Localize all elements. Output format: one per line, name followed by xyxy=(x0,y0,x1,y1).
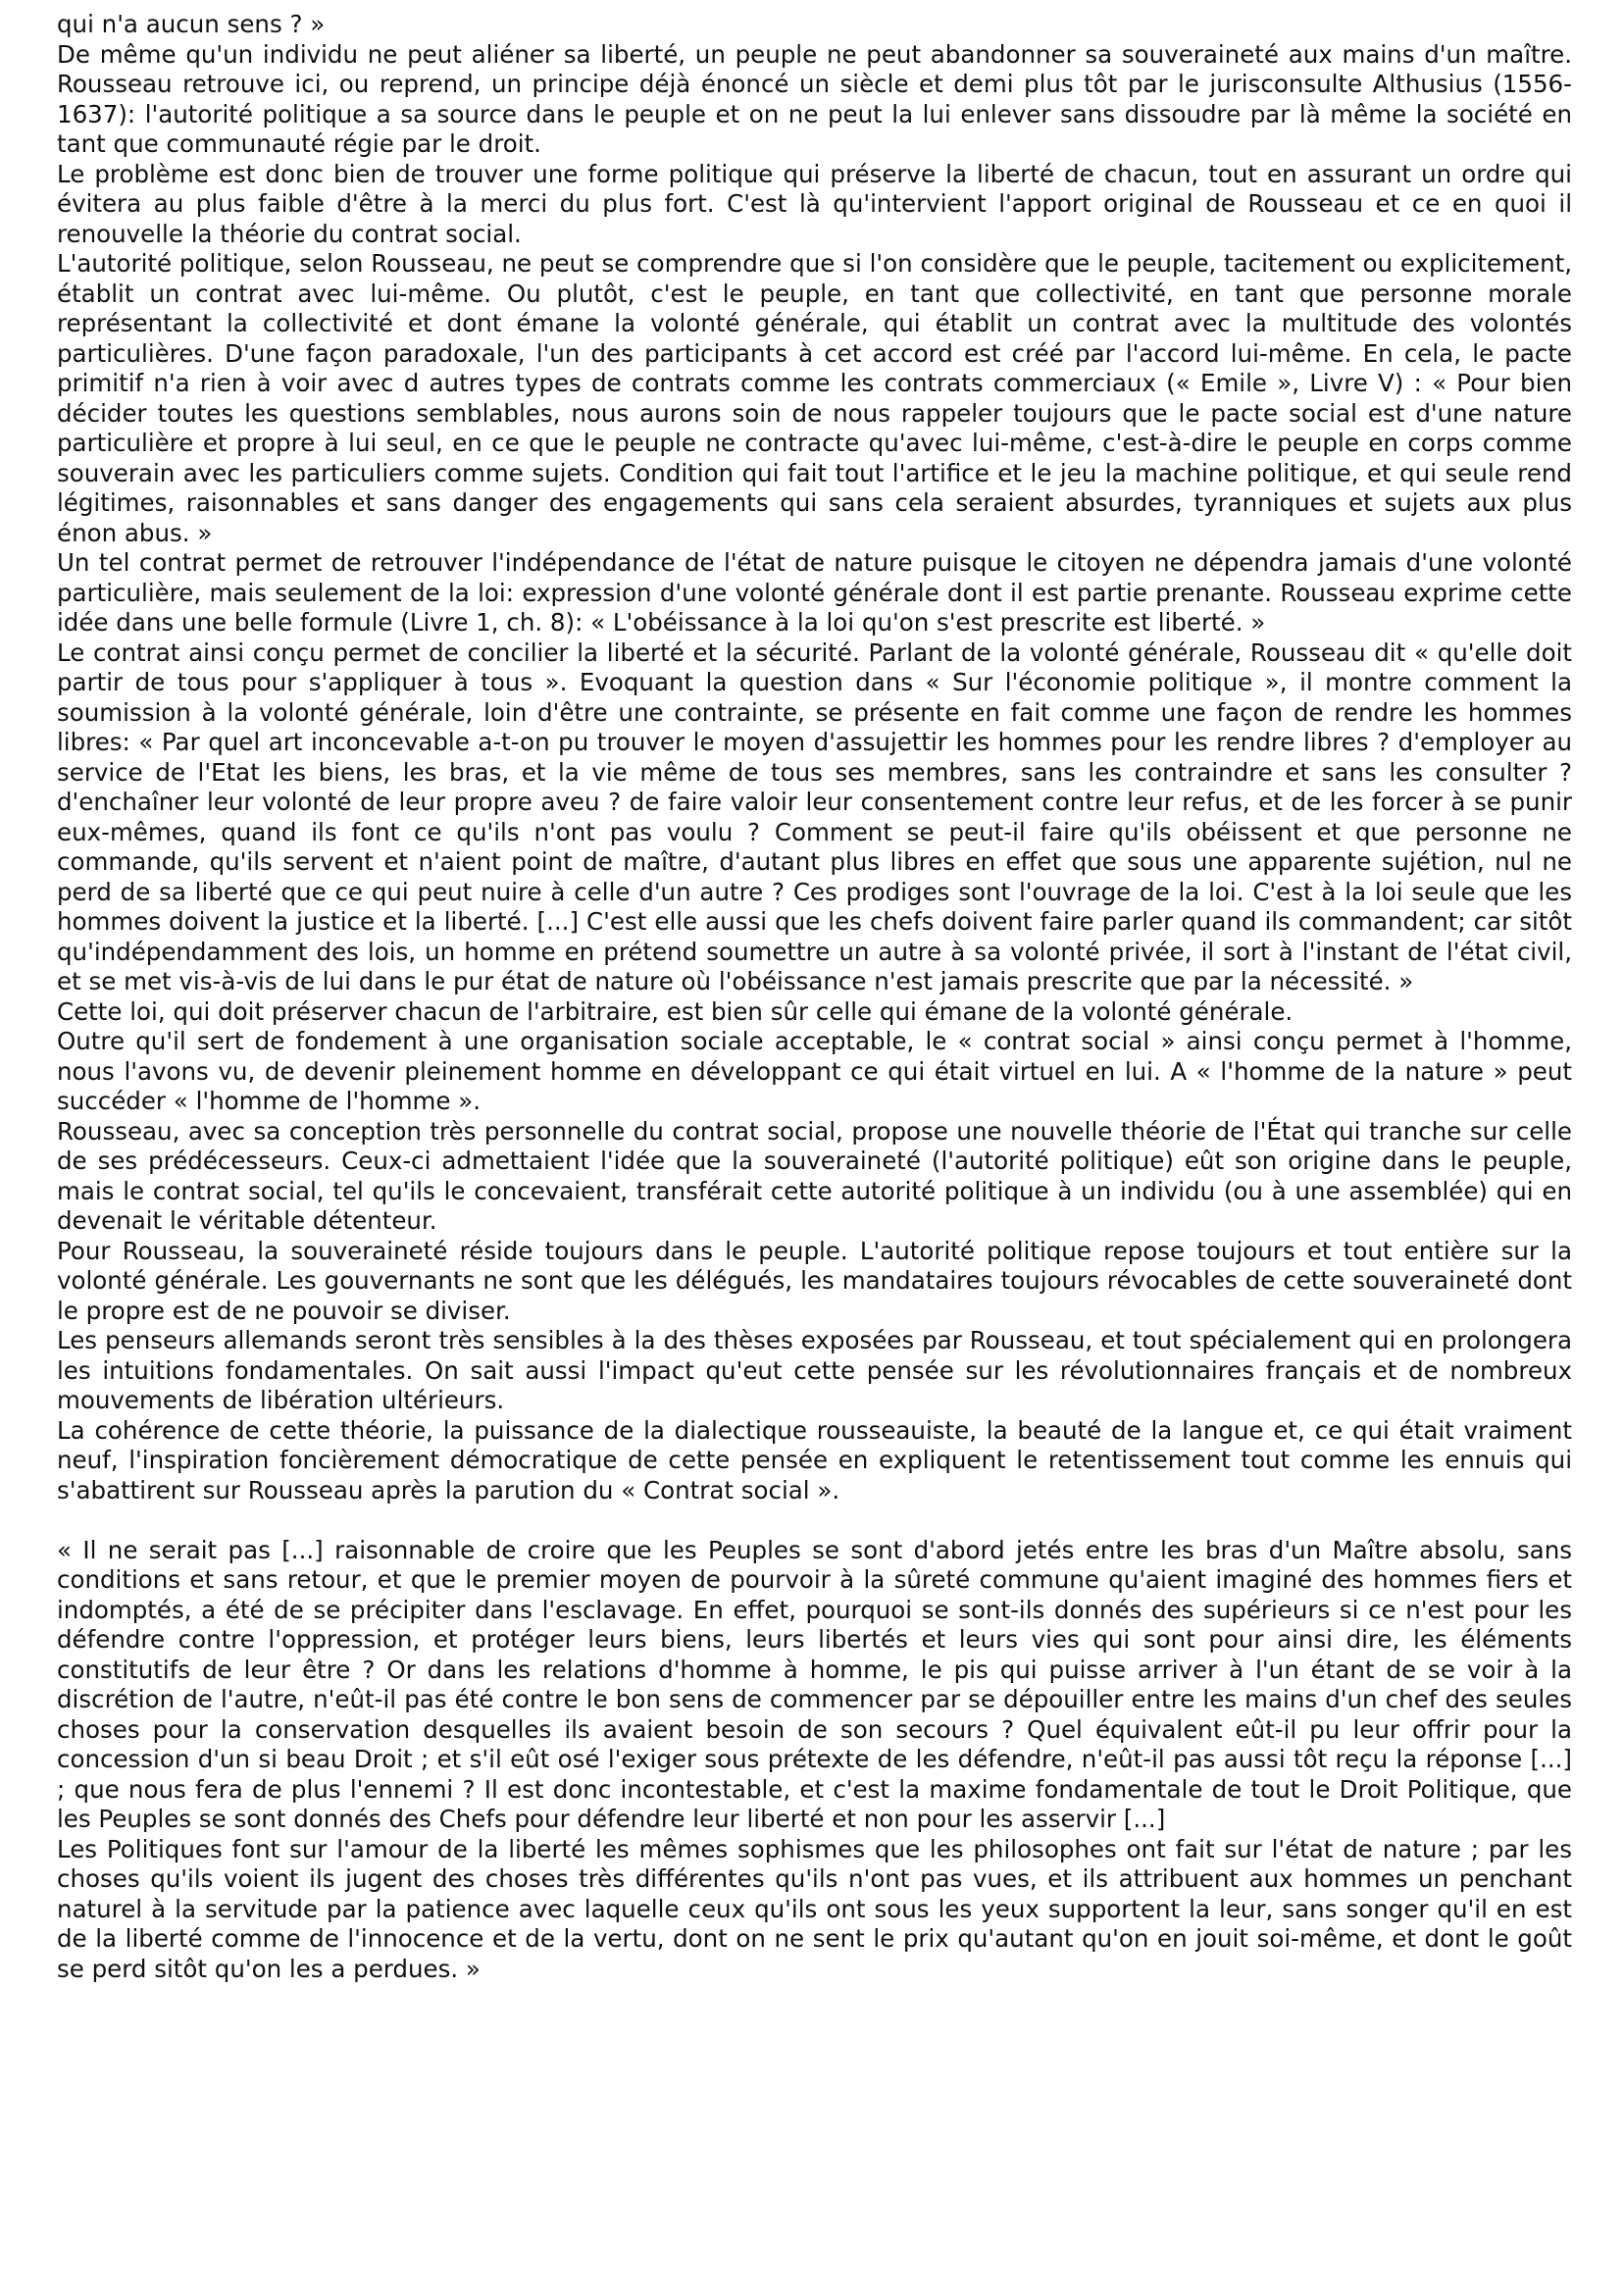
paragraph-liberty-security: Le contrat ainsi conçu permet de concilier la liberté et la sécurité. Parlant de la volonté générale, Rousseau dit « qu'elle doit partir de tous pour s'appliquer à tous ». Evoquant la question dans « Sur l'économie politique », il montre comment la soumission à la volonté générale, loin d'être une contrainte, se présente en fait comme une façon de rendre les hommes libres: « Par quel art inconcevable a-t-on pu trouver le moyen d'assujettir les hommes pour les rendre libres ? d'employer au service de l'Etat les biens, les bras, et la vie même de tous ses membres, sans les contraindre et sans les consulter ? d'enchaîner leur volonté de leur propre aveu ? de faire valoir leur consentement contre leur refus, et de les forcer à se punir eux-mêmes, quand ils font ce qu'ils n'ont pas voulu ? Comment se peut-il faire qu'ils obéissent et que personne ne commande, qu'ils servent et n'aient point de maître, d'autant plus libres en effet que sous une apparente sujétion, nul ne perd de sa liberté que ce qui peut nuire à celle d'un autre ? Ces prodiges sont l'ouvrage de la loi. C'est à la loi seule que les hommes doivent la justice et la liberté. [...] C'est elle aussi que les chefs doivent faire parler quand ils commandent; car sitôt qu'indépendamment des lois, un homme en prétend soumettre un autre à sa volonté privée, il sort à l'instant de l'état civil, et se met vis-à-vis de lui dans le pur état de nature où l'obéissance n'est jamais prescrite que par la nécessité. » xyxy=(57,637,1572,995)
quote-paragraph-peoples: « Il ne serait pas [...] raisonnable de croire que les Peuples se sont d'abord jetés entre les bras d'un Maître absolu, sans conditions et sans retour, et que le premier moyen de pourvoir à la sûreté commune qu'aient imaginé des hommes fiers et indomptés, a été de se précipiter dans l'esclavage. En effet, pourquoi se sont-ils donnés des supérieurs si ce n'est pour les défendre contre l'oppression, et protéger leurs biens, leurs libertés et leurs vies qui sont pour ainsi dire, les éléments constitutifs de leur être ? Or dans les relations d'homme à homme, le pis qui puisse arriver à l'un étant de se voir à la discrétion de l'autre, n'eût-il pas été contre le bon sens de commencer par se dépouiller entre les mains d'un chef des seules choses pour la conservation desquelles ils avaient besoin de son secours ? Quel équivalent eût-il pu leur offrir pour la concession d'un si beau Droit ; et s'il eût osé l'exiger sous prétexte de les défendre, n'eût-il pas aussi tôt reçu la réponse [...] ; que nous fera de plus l'ennemi ? Il est donc incontestable, et c'est la maxime fondamentale de tout le Droit Politique, que les Peuples se sont donnés des Chefs pour défendre leur liberté et non pour les asservir [...] xyxy=(57,1535,1572,1833)
paragraph-political-form: Le problème est donc bien de trouver une forme politique qui préserve la liberté de chacun, tout en assurant un ordre qui évitera au plus faible d'être à la merci du plus fort. C'est là qu'intervient l'apport original de Rousseau et ce en quoi il renouvelle la théorie du contrat social. xyxy=(57,159,1572,248)
paragraph-political-authority: L'autorité politique, selon Rousseau, ne peut se comprendre que si l'on considère que le peuple, tacitement ou explicitement, établit un contrat avec lui-même. Ou plutôt, c'est le peuple, en tant que collectivité, en tant que personne morale représentant la collectivité et dont émane la volonté générale, qui établit un contrat avec la multitude des volontés particulières. D'une façon paradoxale, l'un des participants à cet accord est créé par l'accord lui-même. En cela, le pacte primitif n'a rien à voir avec d autres types de contrats comme les contrats commerciaux (« Emile », Livre V) : « Pour bien décider toutes les questions semblables, nous aurons soin de nous rappeler toujours que le pacte social est d'une nature particulière et propre à lui seul, en ce que le peuple ne contracte qu'avec lui-même, c'est-à-dire le peuple en corps comme souverain avec les particuliers comme sujets. Condition qui fait tout l'artifice et le jeu la machine politique, et qui seule rend légitimes, raisonnables et sans danger des engagements qui sans cela seraient absurdes, tyranniques et sujets aux plus énon abus. » xyxy=(57,249,1572,547)
paragraph-coherence: La cohérence de cette théorie, la puissance de la dialectique rousseauiste, la beauté de la langue et, ce qui était vraiment neuf, l'inspiration foncièrement démocratique de cette pensée en expliquent le retentissement tout comme les ennuis qui s'abattirent sur Rousseau après la parution du « Contrat social ». xyxy=(57,1415,1572,1504)
paragraph-sovereignty: De même qu'un individu ne peut aliéner sa liberté, un peuple ne peut abandonner sa souveraineté aux mains d'un maître. Rousseau retrouve ici, ou reprend, un principe déjà énoncé un siècle et demi plus tôt par le jurisconsulte Althusius (1556-1637): l'autorité politique a sa source dans le peuple et on ne peut la lui enlever sans dissoudre par là même la société en tant que communauté régie par le droit. xyxy=(57,39,1572,158)
paragraph-theory-of-state: Rousseau, avec sa conception très personnelle du contrat social, propose une nouvelle théorie de l'État qui tranche sur celle de ses prédécesseurs. Ceux-ci admettaient l'idée que la souveraineté (l'autorité politique) eût son origine dans le peuple, mais le contrat social, tel qu'ils le concevaient, transférait cette autorité politique à un individu (ou à une assemblée) qui en devenait le véritable détenteur. xyxy=(57,1116,1572,1235)
document-page xyxy=(57,10,1572,1984)
paragraph-law-arbitrary: Cette loi, qui doit préserver chacun de l'arbitraire, est bien sûr celle qui émane de la volonté générale. xyxy=(57,996,1294,1026)
paragraph-social-contract: Outre qu'il sert de fondement à une organisation sociale acceptable, le « contrat social » ainsi conçu permet à l'homme, nous l'avons vu, de devenir pleinement homme en développant ce qui était virtuel en lui. A « l'homme de la nature » peut succéder « l'homme de l'homme ». xyxy=(57,1027,1572,1115)
paragraph-german-thinkers: Les penseurs allemands seront très sensibles à la des thèses exposées par Rousseau, et tout spécialement qui en prolongera les intuitions fondamentales. On sait aussi l'impact qu'eut cette pensée sur les révolutionnaires français et de nombreux mouvements de libération ultérieurs. xyxy=(57,1326,1572,1414)
paragraph-independence: Un tel contrat permet de retrouver l'indépendance de l'état de nature puisque le citoyen ne dépendra jamais d'une volonté particulière, mais seulement de la loi: expression d'une volonté générale dont il est partie prenante. Rousseau exprime cette idée dans une belle formule (Livre 1, ch. 8): « L'obéissance à la loi qu'on s'est prescrite est liberté. » xyxy=(57,548,1572,637)
paragraph-sovereignty-people: Pour Rousseau, la souveraineté réside toujours dans le peuple. L'autorité politique repose toujours et tout entière sur la volonté générale. Les gouvernants ne sont que les délégués, les mandataires toujours révocables de cette souveraineté dont le propre est de ne pouvoir se diviser. xyxy=(57,1236,1572,1325)
quote-paragraph-politiques: Les Politiques font sur l'amour de la liberté les mêmes sophismes que les philosophes ont fait sur l'état de nature ; par les choses qu'ils voient ils jugent des choses très différentes qu'ils n'ont pas vues, et ils attribuent aux hommes un penchant naturel à la servitude par la patience avec laquelle ceux qu'ils ont sous les yeux supportent la leur, sans songer qu'il en est de la liberté comme de l'innocence et de la vertu, dont on ne sent le prix qu'autant qu'on en jouit soi-même, et dont le goût se perd sitôt qu'on les a perdues. » xyxy=(57,1834,1572,1983)
paragraph-spacer xyxy=(57,1505,1572,1536)
paragraph-continuation: qui n'a aucun sens ? » xyxy=(57,10,326,38)
